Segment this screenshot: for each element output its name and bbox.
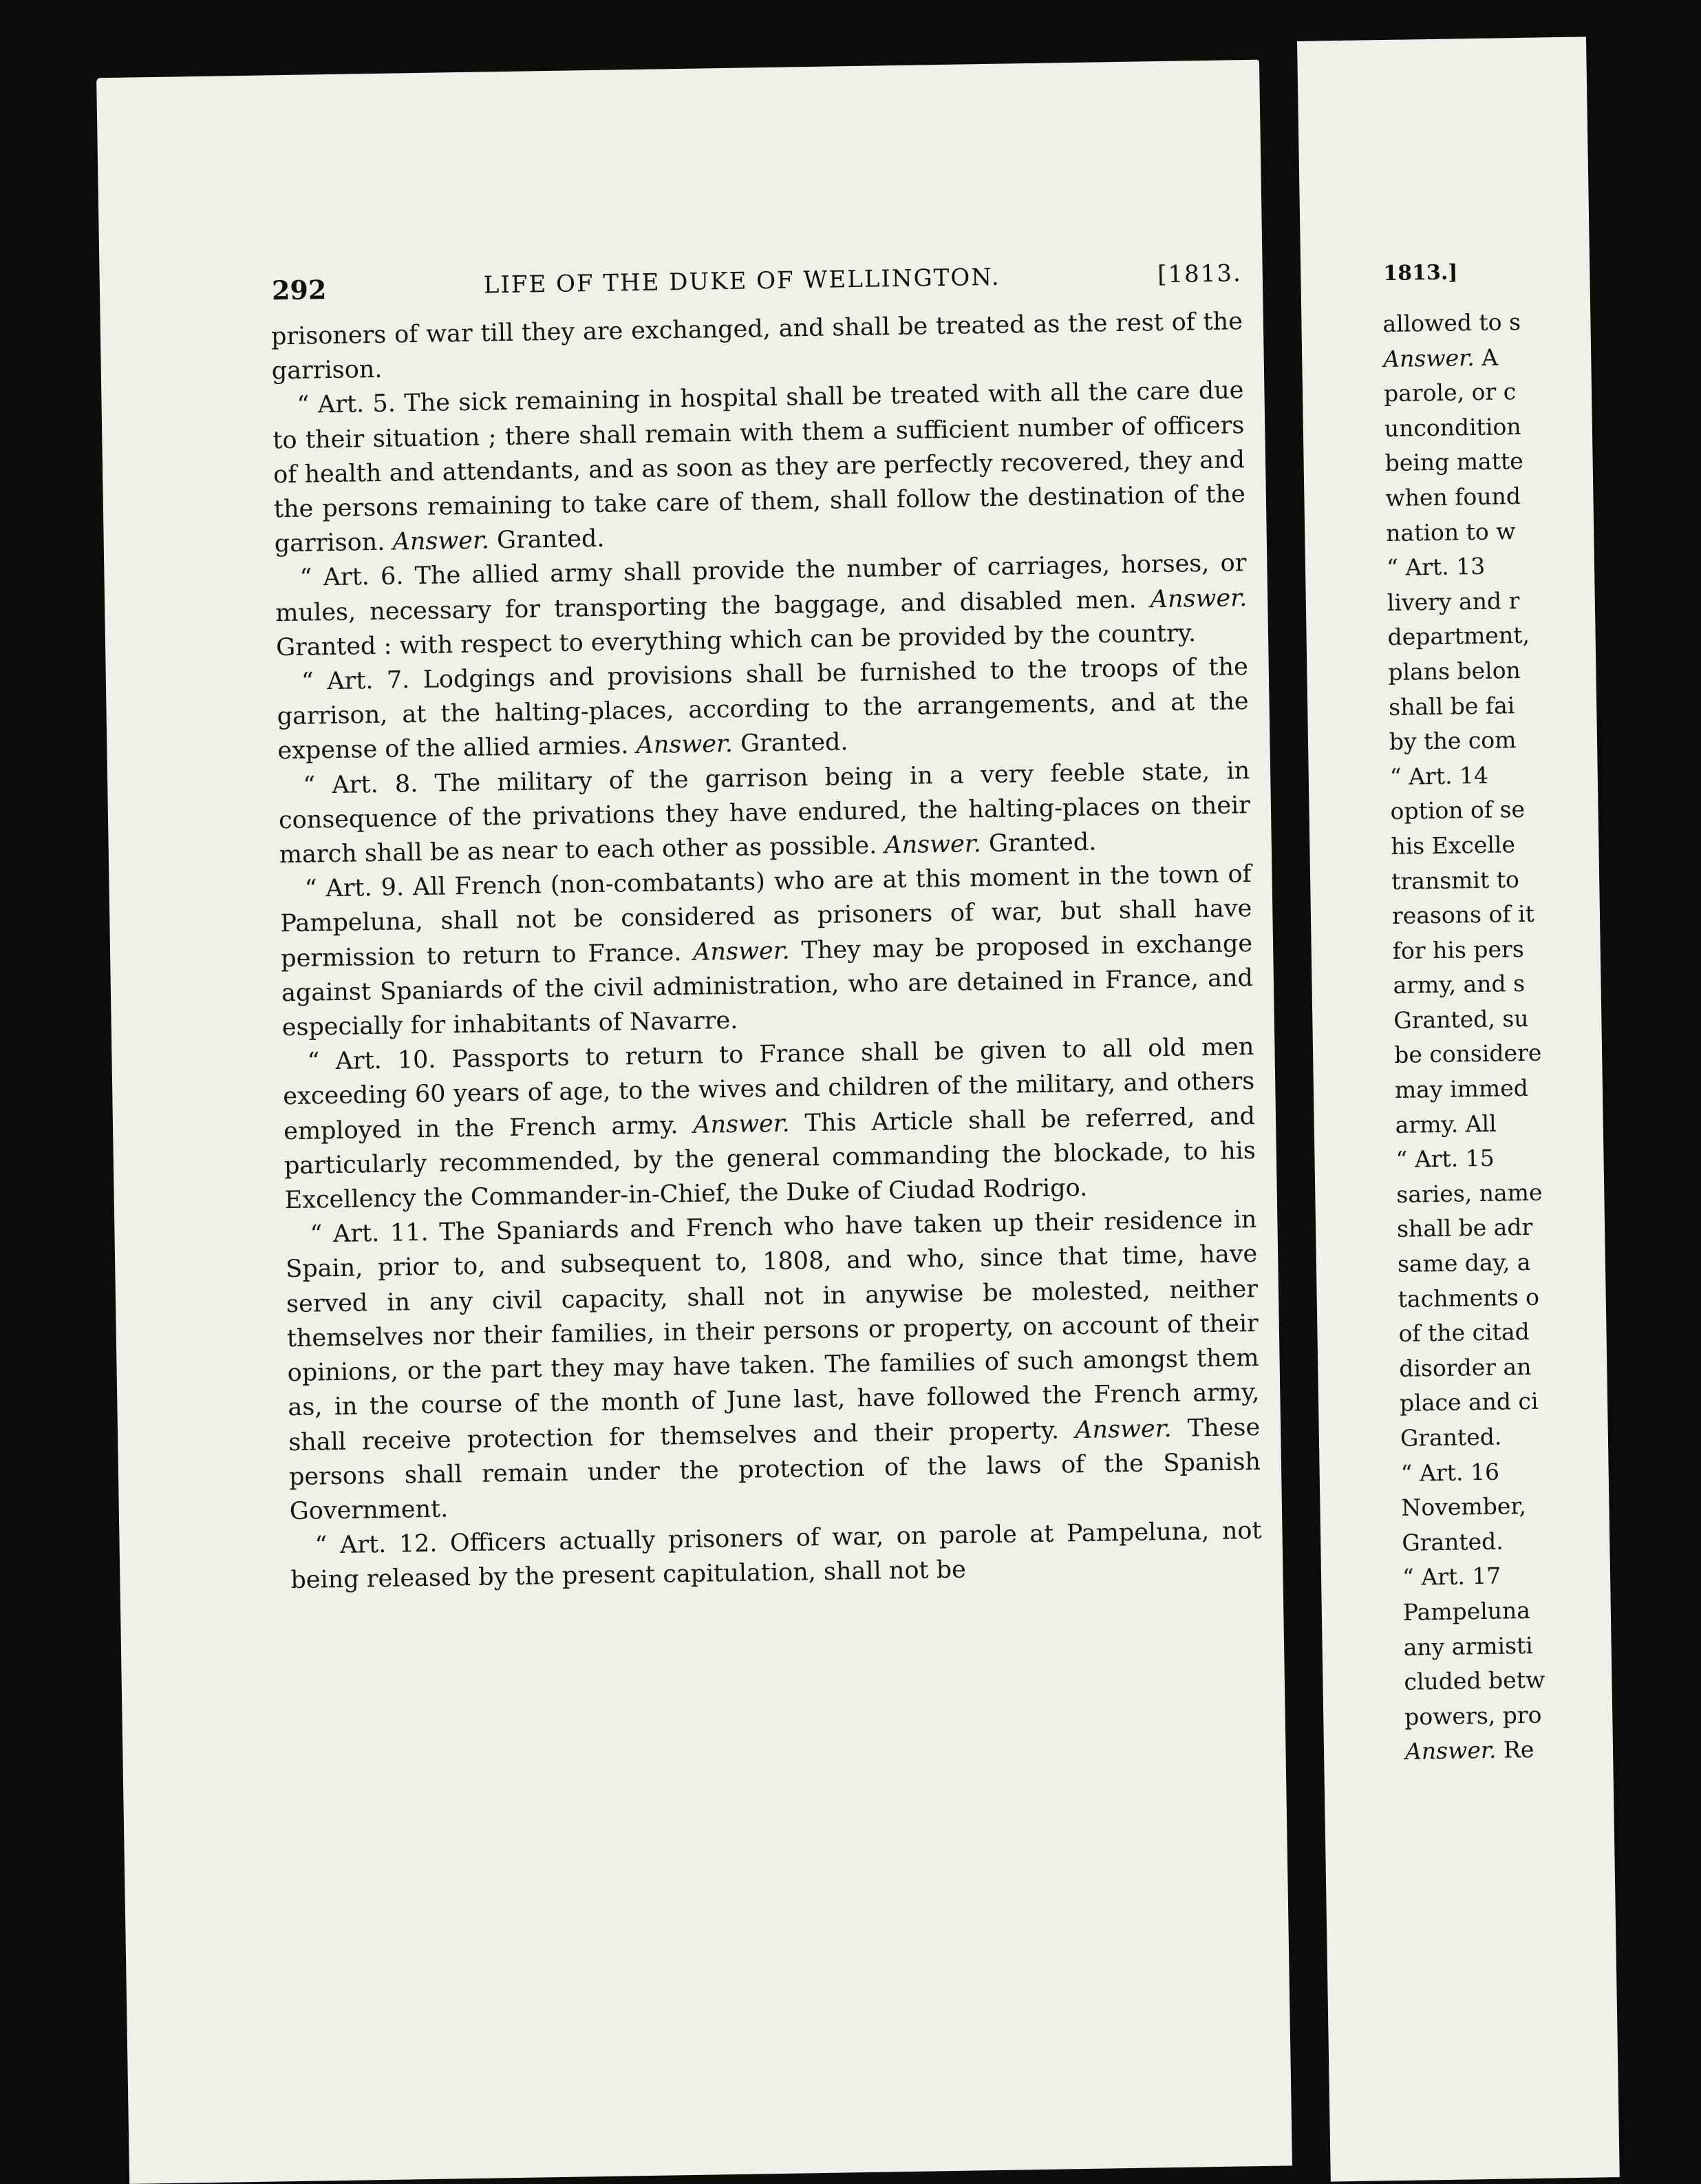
text-run: This Article shall be referred, and particularly recommended, by the general commanding the blockade, to his Excellency the Commander-in-Chief, the Duke of Ciudad Rodrigo. [284,1102,1256,1215]
text-run: place and ci [1399,1388,1539,1417]
text-line [1388,650,1678,690]
text-line [1391,825,1680,864]
running-title: LIFE OF THE DUKE OF WELLINGTON. [483,263,1001,299]
text-run: “ Art. 7. Lodgings and provisions shall be furnished to the troops of the garrison, at the halting-places, according to the arrangements, and at the expense of the allied armies. [277,653,1249,765]
text-line [1392,929,1682,968]
answer-label: Answer. [692,1110,791,1139]
text-line [1400,1382,1689,1421]
text-run: shall be adr [1396,1213,1533,1243]
text-run: “ Art. 14 [1389,761,1489,790]
text-line [1402,1521,1691,1560]
text-line [1389,721,1679,760]
text-line [1395,1103,1684,1143]
text-run: cluded betw [1404,1666,1545,1696]
answer-label: Answer. [636,730,734,760]
text-line [1386,511,1676,551]
text-run: prisoners of war till they are exchanged, and shall be treated as the rest of the garrison. [270,308,1243,385]
running-year-right: 1813.] [1383,260,1458,286]
text-run: livery and r [1387,586,1520,616]
running-header [272,259,1243,306]
text-run: tachments o [1398,1283,1540,1313]
text-run: Granted. [1401,1527,1504,1556]
text-line [1389,755,1679,794]
text-run: of the citad [1398,1318,1530,1348]
page-body [271,304,1263,1598]
text-line [1383,337,1673,377]
answer-label: Answer. [1074,1414,1172,1444]
text-run: A [1474,343,1499,371]
text-run: transmit to [1391,865,1520,895]
text-line [1393,999,1683,1038]
text-run: saries, name [1396,1178,1543,1208]
text-run: reasons of it [1391,900,1535,930]
text-line [1398,1277,1687,1317]
text-line [1393,964,1682,1004]
text-line [1401,1486,1691,1525]
text-run: same day, a [1397,1248,1531,1277]
text-run: Granted. [489,524,605,555]
text-run: “ Art. 5. The sick remaining in hospital shall be treated with all the care due to their situation ; there shall remain with them a sufficient number of officers of health and attendants, and as soon as they are perfectly recovered, they and the persons remaining to take care of them, shall follow the destination of the garrison. [272,377,1246,558]
text-line [1403,1626,1693,1665]
text-run: Pampeluna [1402,1596,1531,1626]
text-line [1402,1591,1692,1630]
text-line [1394,1034,1684,1073]
article-paragraph [282,1030,1256,1218]
article-paragraph [278,754,1251,873]
article-paragraph [279,857,1254,1045]
text-run: Granted, su [1393,1004,1529,1034]
text-run: any armisti [1403,1631,1534,1661]
text-run: plans belon [1388,656,1521,686]
text-run: being matte [1384,447,1524,477]
text-run: his Excelle [1391,831,1516,860]
text-run: “ Art. 10. Passports to return to France shall be given to all old men exceeding 60 years of age, to the wives and children of the military, and others employed in the French army. [283,1033,1255,1145]
text-line [1387,616,1677,655]
article-paragraph [290,1514,1262,1598]
text-line [1398,1313,1688,1352]
text-run: army, and s [1393,970,1526,999]
text-run: Re [1496,1736,1534,1764]
text-run: “ Art. 13 [1386,552,1486,582]
text-line [1396,1173,1686,1212]
text-line [1385,476,1675,516]
text-run: by the com [1389,726,1517,756]
text-line [1404,1660,1693,1699]
text-line [1402,1556,1692,1595]
text-line [1384,407,1673,446]
text-run: These persons shall remain under the protection of the laws of the Spanish Government. [288,1413,1261,1526]
text-run: Granted : with respect to everything which can be provided by the country. [275,619,1197,662]
text-run: “ Art. 8. The military of the garrison being in a very feeble state, in consequence of the privations they have endured, the halting-places on their march shall be as near to each other as possible. [278,756,1251,869]
text-run: Granted. [1400,1423,1502,1452]
text-line [1405,1730,1695,1770]
answer-label: Answer. [1150,584,1248,613]
text-line [1397,1208,1687,1247]
answer-label: Answer. [1382,343,1475,372]
text-run: option of se [1390,796,1526,825]
text-line [1384,372,1673,412]
text-run: They may be proposed in exchange against Spaniards of the civil administration, who are detained in France, and especially for inhabitants of Navarre. [281,929,1254,1042]
right-page [1297,36,1620,2181]
text-run: may immed [1394,1074,1529,1104]
text-run: army. All [1395,1110,1497,1138]
text-run: November, [1401,1492,1527,1522]
text-run: disorder an [1398,1353,1532,1382]
page-body-right [1382,303,1694,1770]
text-line [1391,860,1681,899]
text-run: “ Art. 15 [1395,1144,1495,1174]
left-page [96,60,1292,2184]
text-run: shall be fai [1388,691,1515,721]
running-year: [1813. [1157,259,1243,289]
text-run: parole, or c [1383,378,1517,407]
text-run: nation to w [1385,517,1516,547]
text-line [1395,1068,1684,1107]
text-line [1400,1417,1690,1456]
article-paragraph [277,650,1250,769]
text-run: powers, pro [1404,1701,1542,1730]
page-number: 292 [271,274,327,306]
answer-label: Answer. [392,527,490,556]
text-run: “ Art. 11. The Spaniards and French who have taken up their residence in Spain, prior to, and subsequent to, 1808, and who, since that time, have served in any civil capacity, shall not in anywise be molested, neither themselves nor their families, in their persons or property, on account of their opinions, or the part they may have taken. The families of such amongst them as, in the course of the month of June last, have followed the French army, shall receive protection for themselves and their property. [286,1206,1260,1456]
text-run: for his pers [1392,935,1525,964]
text-run: be considere [1393,1039,1542,1069]
text-line [1398,1242,1687,1282]
text-line [1400,1452,1690,1491]
article-paragraph [285,1202,1261,1529]
article-paragraph [272,374,1246,562]
text-line [1399,1347,1689,1386]
text-line [1384,442,1674,481]
text-run: Granted. [981,828,1097,858]
text-line [1382,303,1672,342]
text-run: allowed to s [1382,308,1521,338]
text-line [1390,790,1680,829]
text-line [1387,547,1676,586]
text-run: “ Art. 16 [1400,1458,1500,1487]
answer-label: Answer. [884,830,982,860]
text-run: Granted. [732,728,848,759]
text-line [1389,686,1678,725]
text-run: “ Art. 12. Officers actually prisoners of war, on parole at Pampeluna, not being released by the present capitulation, shall not be [290,1517,1262,1595]
text-run: “ Art. 6. The allied army shall provide the number of carriages, horses, or mules, necessary for transporting the baggage, and disabled men. [275,549,1247,627]
text-line [1395,1138,1685,1178]
text-run: department, [1387,622,1530,651]
answer-label: Answer. [692,937,790,966]
text-line [1387,581,1676,620]
text-line [1404,1695,1694,1735]
text-run: “ Art. 9. All French (non-combatants) who are at this moment in the town of Pampeluna, shall not be considered as prisoners of war, but shall have permission to return to France. [280,860,1252,973]
text-run: uncondition [1384,412,1521,442]
answer-label: Answer. [1404,1737,1497,1766]
article-paragraph [275,547,1248,666]
text-line [1392,894,1682,933]
text-run: when found [1385,482,1521,512]
text-run: “ Art. 17 [1402,1562,1501,1591]
